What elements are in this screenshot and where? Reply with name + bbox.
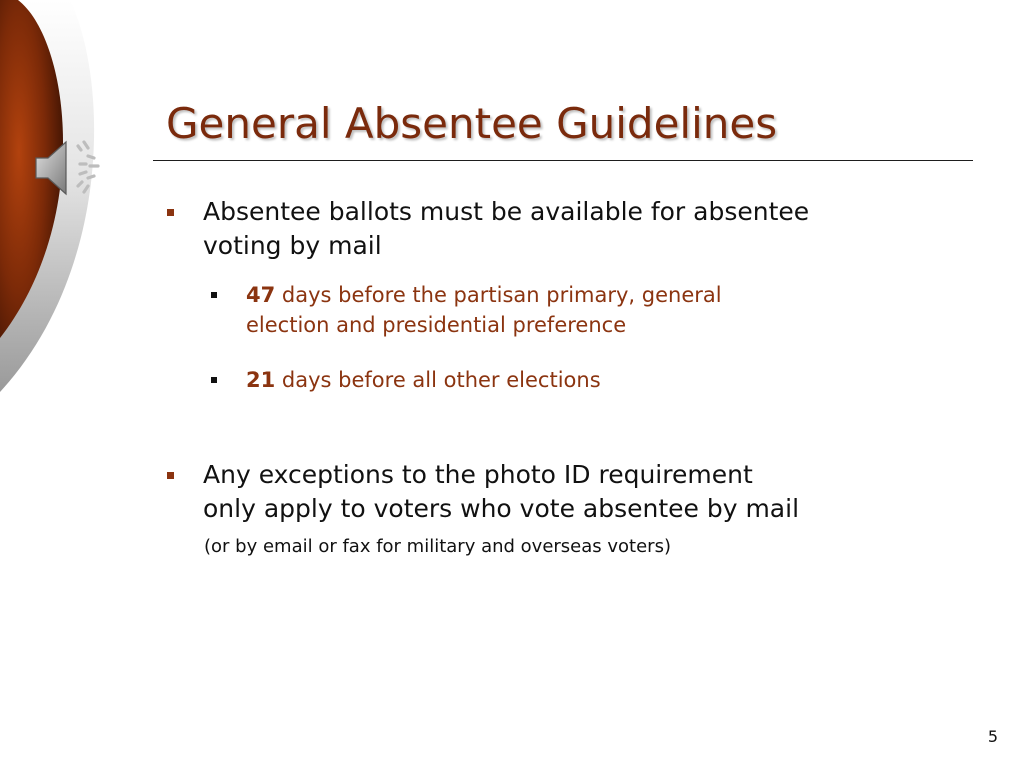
sub-bullet-text: days before the partisan primary, general bbox=[275, 283, 722, 307]
bullet-marker bbox=[167, 472, 174, 479]
bullet-marker bbox=[167, 209, 174, 216]
days-number: 47 bbox=[246, 283, 276, 307]
speaker-icon[interactable] bbox=[32, 136, 102, 200]
title-divider bbox=[153, 160, 973, 161]
sub-bullet-47-days bbox=[246, 280, 722, 340]
slide-title: General Absentee Guidelines bbox=[166, 99, 778, 148]
bullet-line: only apply to voters who vote absentee by mail bbox=[203, 494, 800, 523]
days-number: 21 bbox=[246, 368, 276, 392]
decorative-swoosh bbox=[0, 0, 110, 400]
bullet-photo-id-exceptions bbox=[203, 458, 799, 526]
bullet-line: Absentee ballots must be available for absentee bbox=[203, 197, 810, 226]
sub-bullet-marker bbox=[211, 377, 217, 383]
sub-bullet-text: election and presidential preference bbox=[246, 313, 627, 337]
bullet-line: voting by mail bbox=[203, 231, 382, 260]
bullet-line: Any exceptions to the photo ID requirement bbox=[203, 460, 753, 489]
slide-number: 5 bbox=[987, 727, 998, 746]
sub-bullet-text: days before all other elections bbox=[275, 368, 601, 392]
sub-bullet-21-days bbox=[246, 365, 601, 395]
bullet-note: (or by email or fax for military and overseas voters) bbox=[204, 536, 671, 557]
bullet-absentee-ballots bbox=[203, 195, 809, 263]
sub-bullet-marker bbox=[211, 292, 217, 298]
